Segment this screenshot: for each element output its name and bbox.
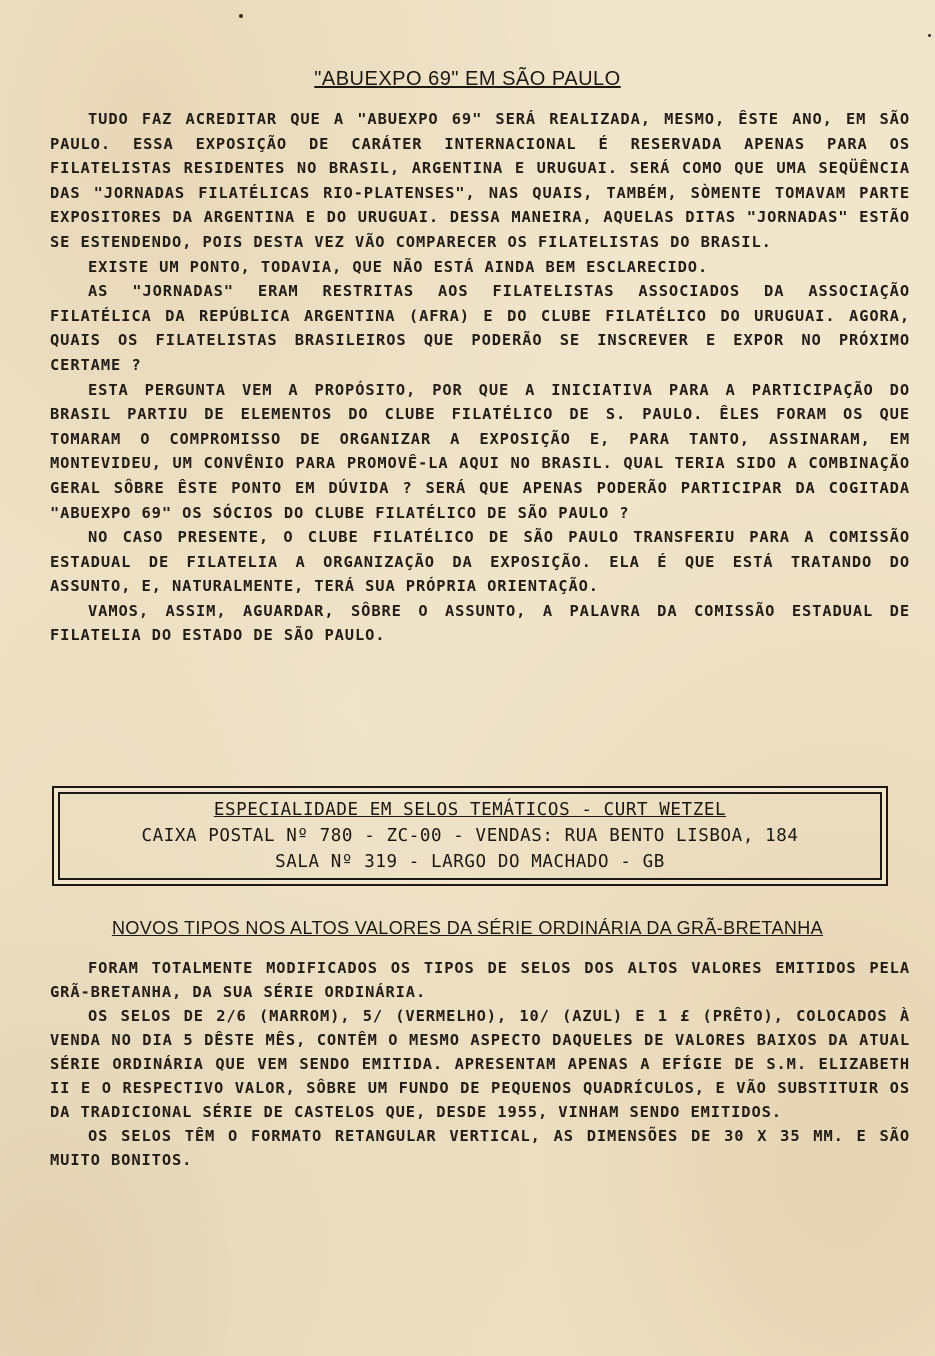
speck-mark [239, 14, 243, 18]
advertisement-box [52, 786, 888, 886]
speck-mark [928, 34, 931, 37]
ad-headline: ESPECIALIDADE EM SELOS TEMÁTICOS - CURT WETZEL [213, 800, 727, 820]
article-paragraph: OS SELOS TÊM O FORMATO RETANGULAR VERTICAL, AS DIMENSÕES DE 30 X 35 MM. E SÃO MUITO BONITOS. [50, 1127, 910, 1169]
article-paragraph: NO CASO PRESENTE, O CLUBE FILATÉLICO DE SÃO PAULO TRANSFERIU PARA A COMISSÃO ESTADUAL DE FILATELIA A ORGANIZAÇÃO DA EXPOSIÇÃO. ELA É QUE ESTÁ TRATANDO DO ASSUNTO, E, NATURALMENTE, TERÁ SUA PRÓPRIA ORIENTAÇÃO. [50, 528, 910, 596]
section-title: NOVOS TIPOS NOS ALTOS VALORES DA SÉRIE ORDINÁRIA DA GRÃ-BRETANHA [111, 918, 824, 938]
article-gra-bretanha [50, 956, 910, 1172]
article-paragraph: ESTA PERGUNTA VEM A PROPÓSITO, POR QUE A INICIATIVA PARA A PARTICIPAÇÃO DO BRASIL PARTIU DE ELEMENTOS DO CLUBE FILATÉLICO DE S. PAULO. ÊLES FORAM OS QUE TOMARAM O COMPROMISSO DE ORGANIZAR A EXPOSIÇÃO E, PARA TANTO, ASSINARAM, EM MONTEVIDEU, UM CONVÊNIO PARA PROMOVÊ-LA AQUI NO BRASIL. QUAL TERIA SIDO A COMBINAÇÃO GERAL SÔBRE ÊSTE PONTO EM DÚVIDA ? SERÁ QUE APENAS PODERÃO PARTICIPAR DA COGITADA "ABUEXPO 69" OS SÓCIOS DO CLUBE FILATÉLICO DE SÃO PAULO ? [50, 380, 910, 522]
article-paragraph: OS SELOS DE 2/6 (MARROM), 5/ (VERMELHO), 10/ (AZUL) E 1 £ (PRÊTO), COLOCADOS À VENDA NO DIA 5 DÊSTE MÊS, CONTÊM O MESMO ASPECTO DAQUELES DE VALORES BAIXOS DA ATUAL SÉRIE ORDINÁRIA QUE VEM SENDO EMITIDA. APRESENTAM APENAS A EFÍGIE DE S.M. ELIZABETH II E O RESPECTIVO VALOR, SÔBRE UM FUNDO DE PEQUENOS QUADRÍCULOS, E VÃO SUBSTITUIR OS DA TRADICIONAL SÉRIE DE CASTELOS QUE, DESDE 1955, VINHAM SENDO EMITIDOS. [50, 1007, 910, 1121]
article-abuexpo [50, 107, 910, 648]
article-paragraph: EXISTE UM PONTO, TODAVIA, QUE NÃO ESTÁ AINDA BEM ESCLARECIDO. [88, 257, 709, 276]
article-paragraph: AS "JORNADAS" ERAM RESTRITAS AOS FILATELISTAS ASSOCIADOS DA ASSOCIAÇÃO FILATÉLICA DA REPÚBLICA ARGENTINA (AFRA) E DO CLUBE FILATÉLICO DO URUGUAI. AGORA, QUAIS OS FILATELISTAS BRASILEIROS QUE PODERÃO SE INSCREVER E EXPOR NO PRÓXIMO CERTAME ? [50, 282, 910, 374]
ad-location: SALA Nº 319 - LARGO DO MACHADO - GB [275, 852, 665, 872]
ad-address: CAIXA POSTAL Nº 780 - ZC-00 - VENDAS: RUA BENTO LISBOA, 184 [141, 826, 799, 846]
article-paragraph: FORAM TOTALMENTE MODIFICADOS OS TIPOS DE SELOS DOS ALTOS VALORES EMITIDOS PELA GRÃ-BRETANHA, DA SUA SÉRIE ORDINÁRIA. [50, 959, 910, 1001]
page-title: "ABUEXPO 69" EM SÃO PAULO [314, 68, 621, 90]
article-paragraph: TUDO FAZ ACREDITAR QUE A "ABUEXPO 69" SERÁ REALIZADA, MESMO, ÊSTE ANO, EM SÃO PAULO. ESSA EXPOSIÇÃO DE CARÁTER INTERNACIONAL É RESERVADA APENAS PARA OS FILATELISTAS RESIDENTES NO BRASIL, ARGENTINA E URUGUAI. SERÁ COMO QUE UMA SEQÜÊNCIA DAS "JORNADAS FILATÉLICAS RIO-PLATENSES", NAS QUAIS, TAMBÉM, SÒMENTE TOMAVAM PARTE EXPOSITORES DA ARGENTINA E DO URUGUAI. DESSA MANEIRA, AQUELAS DITAS "JORNADAS" ESTÃO SE ESTENDENDO, POIS DESTA VEZ VÃO COMPARECER OS FILATELISTAS DO BRASIL. [50, 110, 910, 251]
article-paragraph: VAMOS, ASSIM, AGUARDAR, SÔBRE O ASSUNTO, A PALAVRA DA COMISSÃO ESTADUAL DE FILATELIA DO ESTADO DE SÃO PAULO. [50, 601, 910, 645]
